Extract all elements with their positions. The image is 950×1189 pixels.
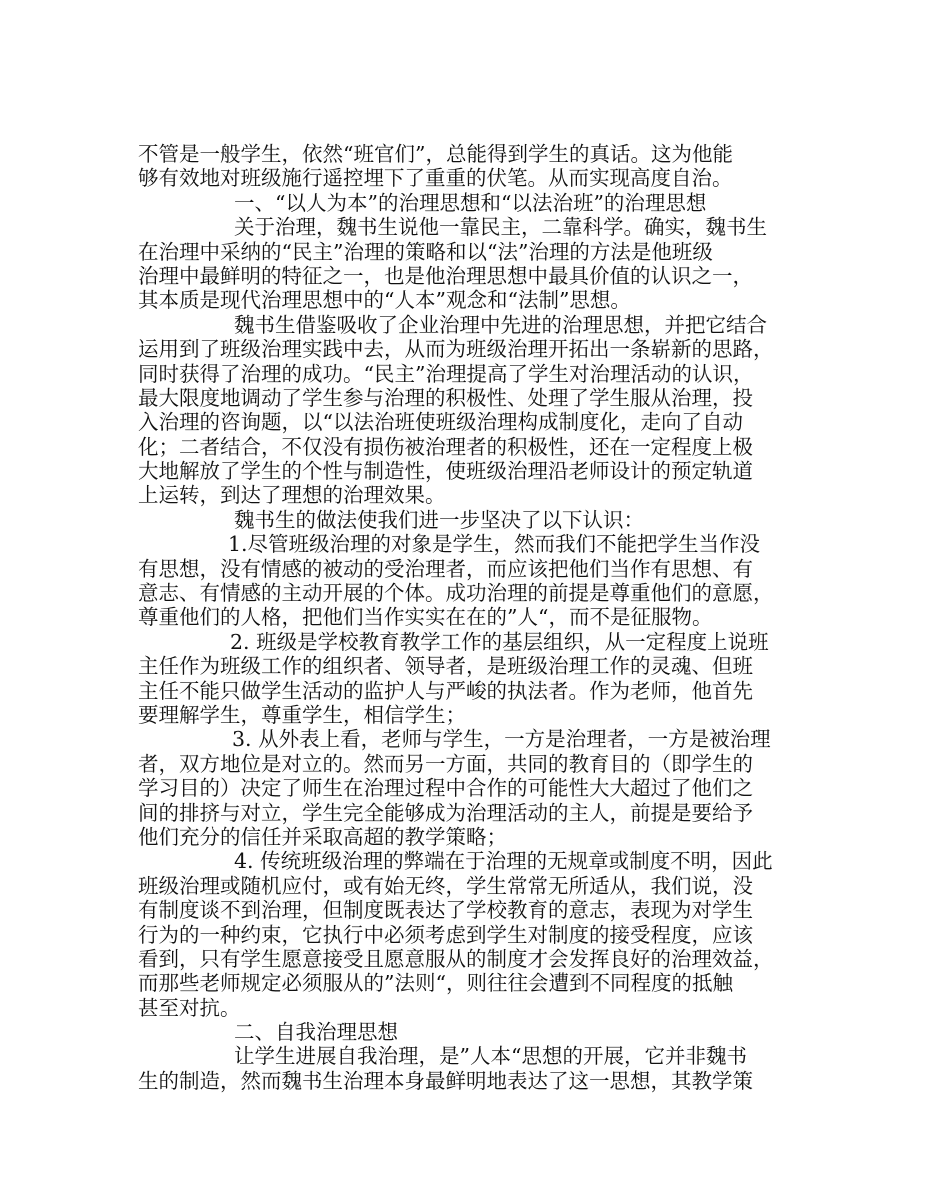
list-item-line: 学习目的）决定了师生在治理过程中合作的可能性大大超过了他们之 <box>138 776 753 801</box>
paragraph-line: 魏书生借鉴吸收了企业治理中先进的治理思想，并把它结合 <box>234 312 767 337</box>
paragraph-line: 上运转，到达了理想的治理效果。 <box>138 483 446 508</box>
section-heading: 一、“以人为本”的治理思想和“以法治班”的治理思想 <box>234 190 707 215</box>
list-item-line: 要理解学生，尊重学生，相信学生； <box>138 702 466 727</box>
list-item-line: 主任不能只做学生活动的监护人与严峻的执法者。作为老师，他首先 <box>138 678 753 703</box>
paragraph-line: 最大限度地调动了学生参与治理的积极性、处理了学生服从治理，投 <box>138 385 753 410</box>
paragraph-line: 够有效地对班级施行遥控埋下了重重的伏笔。从而实现高度自治。 <box>138 166 733 191</box>
paragraph-line: 其本质是现代治理思想中的“人本”观念和“法制”思想。 <box>138 288 631 313</box>
document-body <box>138 142 820 1093</box>
paragraph-line: 同时获得了治理的成功。“民主”治理提高了学生对治理活动的认识， <box>138 361 754 386</box>
paragraph-line: 入治理的咨询题，以“以法治班使班级治理构成制度化，走向了自动 <box>138 410 743 435</box>
list-item-line: 4. 传统班级治理的弊端在于治理的无规章或制度不明，因此 <box>234 849 773 874</box>
list-item-line: 2. 班级是学校教育教学工作的基层组织，从一定程度上说班 <box>230 629 769 654</box>
list-item-line: 看到，只有学生愿意接受且愿意服从的制度才会发挥良好的治理效益， <box>138 946 774 971</box>
list-item-line: 主任作为班级工作的组织者、领导者，是班级治理工作的灵魂、但班 <box>138 654 753 679</box>
paragraph-line: 让学生进展自我治理，是”人本“思想的开展，它并非魏书 <box>234 1044 747 1069</box>
list-item-line: 甚至对抗。 <box>138 995 241 1020</box>
list-item-line: 意志、有情感的主动开展的个体。成功治理的前提是尊重他们的意愿， <box>138 581 774 606</box>
paragraph-line: 魏书生的做法使我们进一步坚决了以下认识： <box>234 507 644 532</box>
paragraph-line: 不管是一般学生，依然“班官们”，总能得到学生的真话。这为他能 <box>138 142 733 166</box>
list-item-line: 1.尽管班级治理的对象是学生，然而我们不能把学生当作没 <box>228 532 761 557</box>
list-item-line: 班级治理或随机应付，或有始无终，学生常常无所适从，我们说，没 <box>138 873 753 898</box>
paragraph-line: 关于治理，魏书生说他一靠民主，二靠科学。确实，魏书生 <box>234 215 767 240</box>
list-item-line: 行为的一种约束，它执行中必须考虑到学生对制度的接受程度，应该 <box>138 922 753 947</box>
paragraph-line: 治理中最鲜明的特征之一，也是他治理思想中最具价值的认识之一， <box>138 263 753 288</box>
list-item-line: 他们充分的信任并采取高超的教学策略； <box>138 824 507 849</box>
list-item-line: 者，双方地位是对立的。然而另一方面，共同的教育目的（即学生的 <box>138 751 753 776</box>
list-item-line: 尊重他们的人格，把他们当作实实在在的”人“，而不是征服物。 <box>138 605 713 630</box>
paragraph-line: 运用到了班级治理实践中去，从而为班级治理开拓出一条崭新的思路， <box>138 337 774 362</box>
list-item-line: 有思想，没有情感的被动的受治理者，而应该把他们当作有思想、有 <box>138 556 753 581</box>
list-item-line: 3. 从外表上看，老师与学生，一方是治理者，一方是被治理 <box>232 727 771 752</box>
list-item-line: 间的排挤与对立，学生完全能够成为治理活动的主人，前提是要给予 <box>138 800 753 825</box>
list-item-line: 有制度谈不到治理，但制度既表达了学校教育的意志，表现为对学生 <box>138 898 753 923</box>
paragraph-line: 在治理中采纳的“民主”治理的策略和以“法”治理的方法是他班级 <box>138 239 713 264</box>
list-item-line: 而那些老师规定必须服从的”法则“，则往往会遭到不同程度的抵触 <box>138 971 733 996</box>
section-heading: 二、自我治理思想 <box>234 1020 398 1045</box>
paragraph-line: 大地解放了学生的个性与制造性，使班级治理沿老师设计的预定轨道 <box>138 459 753 484</box>
paragraph-line: 化；二者结合，不仅没有损伤被治理者的积极性，还在一定程度上极 <box>138 434 753 459</box>
paragraph-line: 生的制造，然而魏书生治理本身最鲜明地表达了这一思想，其教学策 <box>138 1068 753 1093</box>
